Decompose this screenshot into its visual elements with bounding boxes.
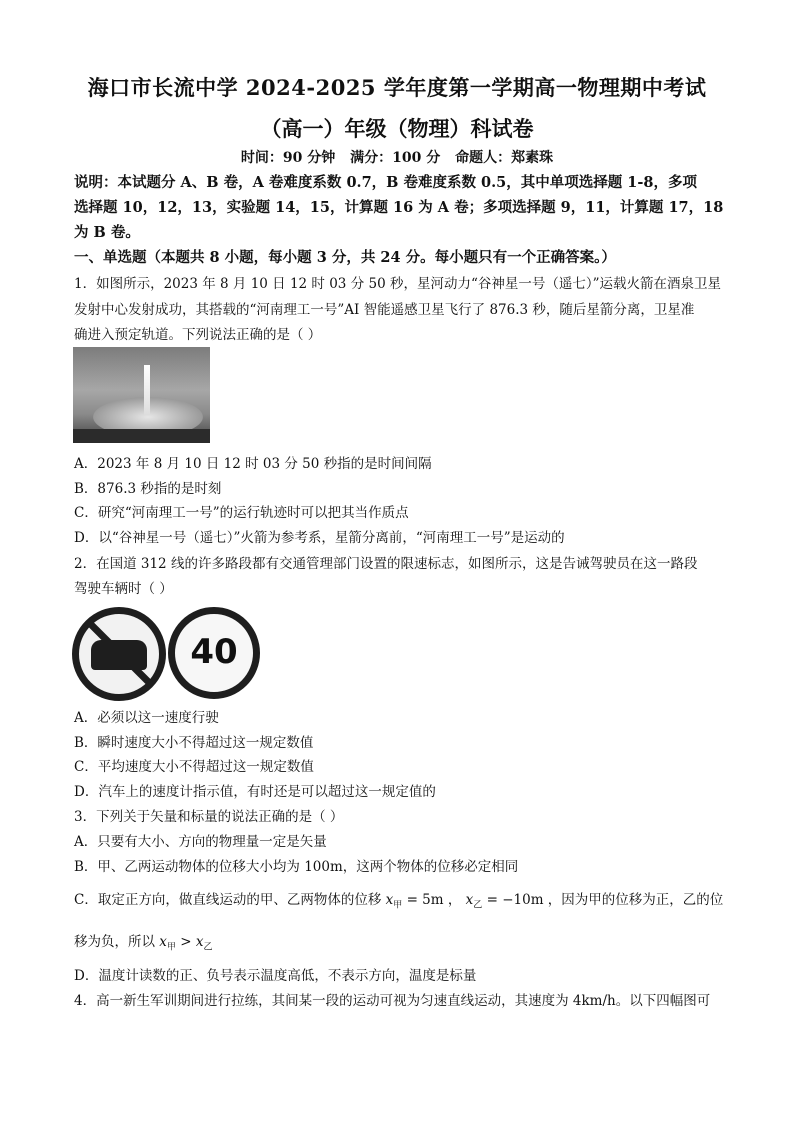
q2-option-b: B．瞬时速度大小不得超过这一规定数值 <box>74 735 314 751</box>
q1-option-a: A．2023 年 8 月 10 日 12 时 03 分 50 秒指的是时间间隔 <box>74 456 432 472</box>
q1-stem-line1: 1．如图所示，2023 年 8 月 10 日 12 时 03 分 50 秒，星河动力“谷神星一号（遥七）”运载火箭在酒泉卫星 <box>74 276 722 292</box>
section-heading: 一、单选题（本题共 8 小题，每小题 3 分，共 24 分。每小题只有一个正确答案。） <box>74 249 616 266</box>
exam-author: 命题人：郑素珠 <box>455 150 554 166</box>
exam-instructions: 说明：本试题分 A、B 卷，A 卷难度系数 0.7，B 卷难度系数 0.5，其中单项选择题 1-8，多项 选择题 10，12，13，实验题 14，15，计算题 16 为 A 卷；多项选择题 9，11，计算题 17，18 为 B 卷。 <box>74 174 724 241</box>
q1-option-c: C．研究“河南理工一号”的运行轨迹时可以把其当作质点 <box>74 505 409 521</box>
q4-stem: 4．高一新生军训期间进行拉练，其间某一段的运动可视为匀速直线运动，其速度为 4km/h。以下四幅图可 <box>74 993 711 1009</box>
q2-option-d: D．汽车上的速度计指示值，有时还是可以超过这一规定值的 <box>74 784 436 800</box>
q1-option-d: D．以“谷神星一号（遥七）”火箭为参考系，星箭分离前，“河南理工一号”是运动的 <box>74 530 565 546</box>
q3-option-b: B．甲、乙两运动物体的位移大小均为 100m，这两个物体的位移必定相同 <box>74 859 519 875</box>
exam-score: 满分：100 分 <box>350 150 441 166</box>
q2-stem-line2: 驾驶车辆时（ ） <box>74 581 173 597</box>
exam-meta <box>0 147 794 167</box>
q3-option-c: C．取定正方向，做直线运动的甲、乙两物体的位移 $x_甲 = 5m$ ， $x_乙 = -10m$ ，因为甲的位移为正，乙的位 <box>74 892 724 911</box>
q1-stem-line2: 发射中心发射成功，其搭载的“河南理工一号”AI 智能遥感卫星飞行了 876.3 秒，随后星箭分离，卫星准 <box>74 302 695 318</box>
q2-option-c: C．平均速度大小不得超过这一规定数值 <box>74 759 314 775</box>
q3-option-c-cont: 移为负，所以 $x_甲 > x_乙$ <box>74 934 213 953</box>
exam-subtitle: （高一）年级（物理）科试卷 <box>260 116 534 141</box>
q1-stem-line3: 确进入预定轨道。下列说法正确的是（ ） <box>74 327 322 343</box>
q2-stem-line1: 2．在国道 312 线的许多路段都有交通管理部门设置的限速标志，如图所示，这是告诫驾驶员在这一路段 <box>74 556 698 572</box>
no-car-sign-icon <box>72 607 166 701</box>
q3-stem: 3．下列关于矢量和标量的说法正确的是（ ） <box>74 809 344 825</box>
exam-time: 时间：90 分钟 <box>240 150 336 166</box>
q3-option-a: A．只要有大小、方向的物理量一定是矢量 <box>74 834 327 850</box>
speed-limit-sign-icon <box>168 607 260 699</box>
q1-option-b: B．876.3 秒指的是时刻 <box>74 481 222 497</box>
q3-option-d: D．温度计读数的正、负号表示温度高低，不表示方向，温度是标量 <box>74 968 477 984</box>
q2-option-a: A．必须以这一速度行驶 <box>74 710 219 726</box>
exam-title: 海口市长流中学 2024-2025 学年度第一学期高一物理期中考试 <box>87 75 707 100</box>
speed-limit-value: 40 <box>190 632 238 672</box>
rocket-launch-photo <box>73 347 210 443</box>
